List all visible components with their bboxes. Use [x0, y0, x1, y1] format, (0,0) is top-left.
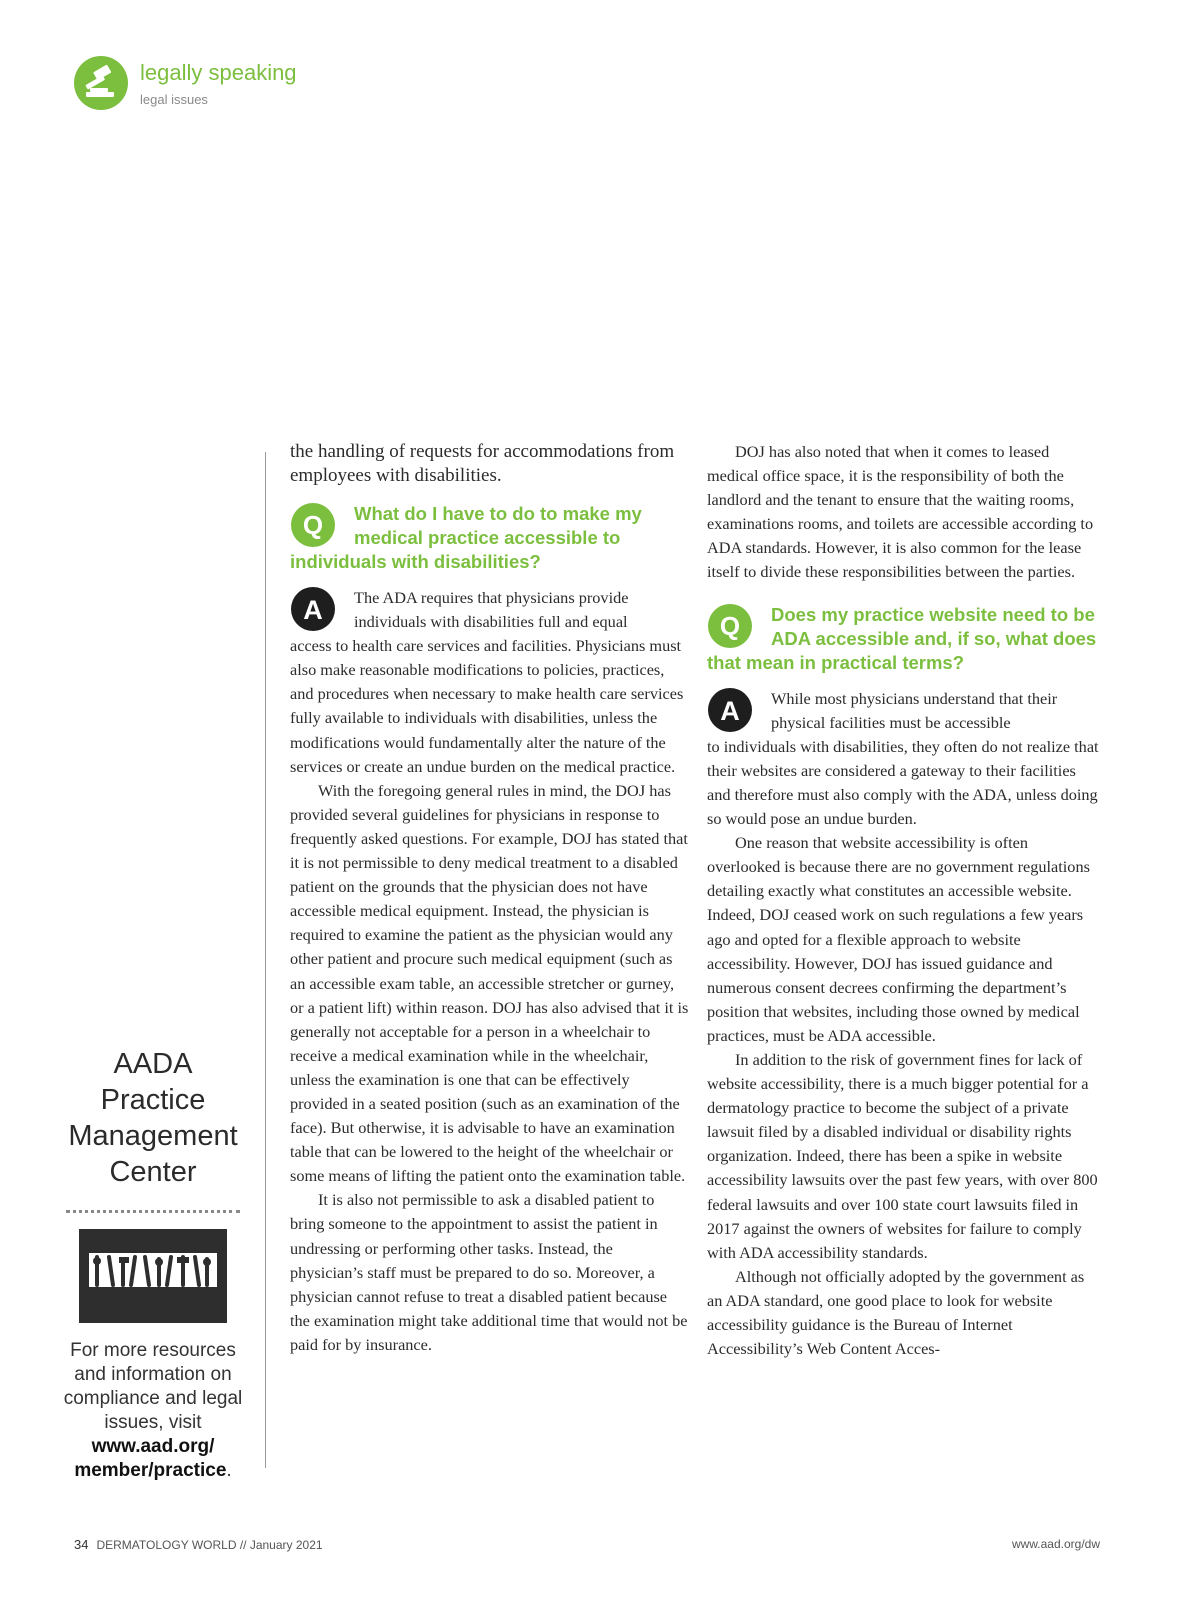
- practice-link[interactable]: www.aad.org/ member/practice: [74, 1436, 227, 1481]
- page-number: 34: [74, 1537, 89, 1552]
- publication-name: DERMATOLOGY WORLD // January 2021: [96, 1538, 323, 1552]
- answer-1-text-cont: access to health care services and facilities. Physicians must also make reasonable modifications to policies, practices, and procedures when necessary to make health care services fully available to individuals with disabilities, unless the modifications would fundamentally alter the nature of the services or create an undue burden on the medical practice.: [290, 636, 684, 776]
- sidebar-panel: [58, 1040, 248, 1483]
- question-badge-icon: [707, 603, 753, 649]
- answer-badge-icon: [707, 687, 753, 733]
- lead-paragraph: the handling of requests for accommodations from employees with disabilities.: [290, 441, 675, 486]
- question-badge-letter: Q: [719, 610, 741, 641]
- article-column-2: [707, 440, 1101, 1361]
- paragraph: One reason that website accessibility is often overlooked is because there are no government regulations detailing exactly what constitutes an accessible website. Indeed, DOJ ceased work on such regulations a few years ago and opted for a flexible approach to website accessibility. However, DOJ has issued guidance and numerous consent decrees confirming the department’s position that websites, including those owned by medical practices, must be ADA accessible.: [707, 833, 1090, 1045]
- paragraph: DOJ has also noted that when it comes to leased medical office space, it is the responsibility of both the landlord and the tenant to ensure that the waiting rooms, examinations rooms, and toilets are accessible according to ADA standards. However, it is also common for the lease itself to divide these responsibilities between the parties.: [707, 442, 1094, 582]
- gavel-icon: [74, 56, 128, 110]
- answer-badge-icon: [290, 586, 336, 632]
- answer-badge-letter: A: [303, 595, 323, 625]
- paragraph: It is also not permissible to ask a disabled patient to bring someone to the appointment to assist the patient in undressing or performing other tasks. Instead, the physician’s staff must be prepared to do so. Moreover, a physician cannot refuse to treat a disabled patient because the examination might take additional time that would not be paid for by insurance.: [290, 1190, 688, 1354]
- question-2-text-cont: that mean in practical terms?: [707, 651, 965, 673]
- dotted-divider: [66, 1210, 240, 1213]
- answer-1: [290, 586, 690, 779]
- section-title: legally speaking: [140, 60, 297, 85]
- sidebar-text-after: .: [226, 1460, 232, 1481]
- section-subtitle: legal issues: [140, 92, 208, 107]
- answer-2-text-cont: to individuals with disabilities, they often do not realize that their websites are considered a gateway to their facilities and therefore must also comply with the ADA, unless doing so would pose an undue burden.: [707, 736, 1099, 829]
- sidebar-text-before: For more resources and information on compliance and legal issues, visit: [63, 1340, 243, 1433]
- sidebar-text: [58, 1339, 248, 1483]
- question-2: [707, 603, 1101, 675]
- column-divider: [265, 452, 266, 1468]
- footer-url[interactable]: www.aad.org/dw: [1011, 1537, 1100, 1551]
- question-1-text-cont: individuals with disabilities?: [290, 551, 541, 572]
- paragraph: In addition to the risk of government fines for lack of website accessibility, there is a much bigger potential for a dermatology practice to become the subject of a private lawsuit filed by a disabled individual or disability rights organization. Indeed, there has been a spike in website accessibility lawsuits over the past few years, with over 800 federal lawsuits and over 100 state court lawsuits filed in 2017 against the owners of websites for failure to comply with ADA accessibility standards.: [707, 1049, 1098, 1262]
- paragraph: Although not officially adopted by the government as an ADA standard, one good place to look for website accessibility guidance is the Bureau of Internet Accessibility’s Web Content Acces-: [707, 1266, 1085, 1359]
- answer-2-text: While most physicians understand that their physical facilities must be accessible: [771, 688, 1058, 732]
- sidebar-title: AADA Practice Management Center: [68, 1048, 238, 1188]
- question-1-text: What do I have to do to make my medical practice accessible to: [354, 503, 642, 548]
- question-badge-letter: Q: [302, 510, 324, 540]
- answer-2: [707, 687, 1101, 832]
- toolbox-icon: [79, 1229, 227, 1323]
- question-1: [290, 502, 690, 574]
- paragraph: With the foregoing general rules in mind, the DOJ has provided several guidelines for physicians in response to frequently asked questions. For example, DOJ has stated that it is not permissible to deny medical treatment to a disabled patient on the grounds that the physician does not have accessible medical equipment. Instead, the physician is required to examine the patient as the physician would any other patient and procure such medical equipment (such as an accessible exam table, an accessible stretcher or gurney, or a patient lift) within reason. DOJ has also advised that it is generally not acceptable for a person in a wheelchair to receive a medical examination while in the wheelchair, unless the examination is one that can be effectively provided in a seated position (such as an examination of the face). But otherwise, it is advisable to have an examination table that can be lowered to the height of the wheelchair or some means of lifting the patient onto the examination table.: [290, 780, 689, 1186]
- article-column-1: [290, 440, 690, 1357]
- page-footer: [74, 1537, 323, 1552]
- answer-badge-letter: A: [720, 695, 740, 726]
- answer-1-text: The ADA requires that physicians provide individuals with disabilities full and equal: [354, 588, 629, 632]
- question-badge-icon: [290, 502, 336, 548]
- question-2-text: Does my practice website need to be ADA accessible and, if so, what does: [771, 603, 1097, 649]
